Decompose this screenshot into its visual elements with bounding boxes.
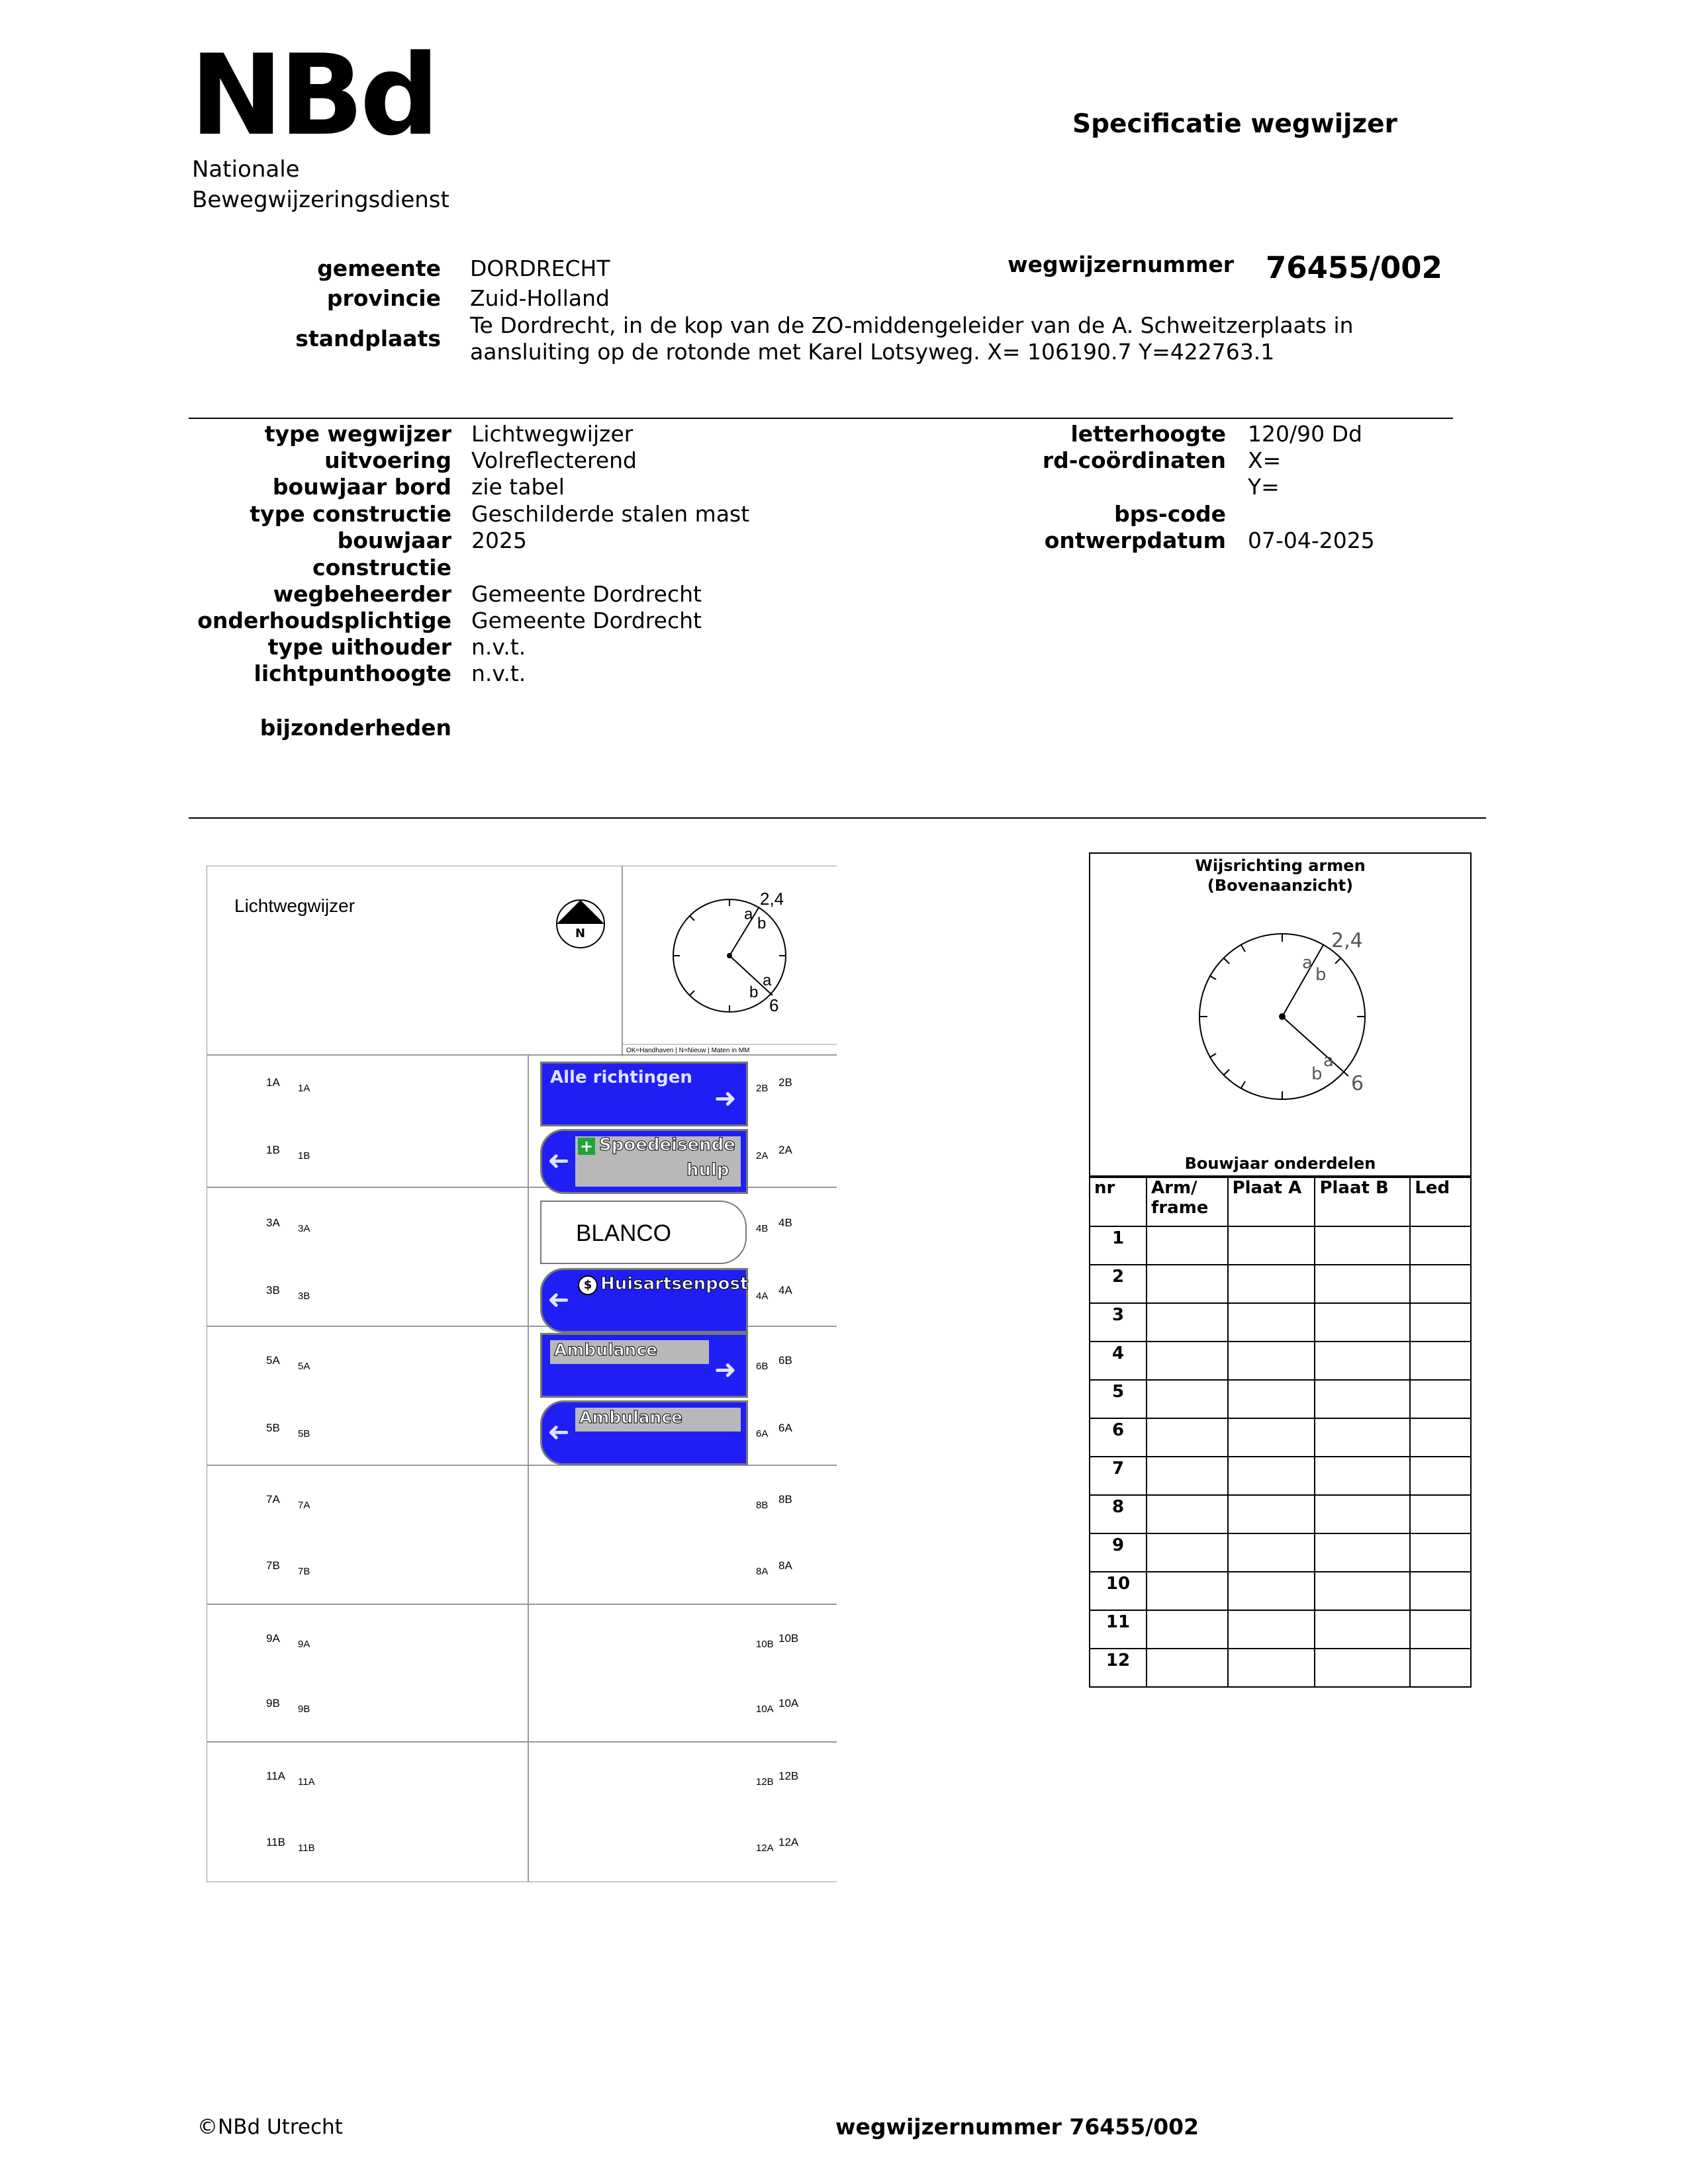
rd-y: Y= [1248, 474, 1280, 500]
bouwjaar-cell [1147, 1265, 1228, 1303]
bouwjaar-cell [1410, 1533, 1471, 1572]
wegwijzernummer-value: 76455/002 [1266, 250, 1442, 285]
small-clock-a-bottom: a [763, 972, 772, 989]
left-code-b: 9A [298, 1639, 310, 1650]
arrow-left-icon: ➜ [547, 1417, 570, 1447]
sign-ambulance-right-text: Ambulance [554, 1340, 658, 1359]
bouwjaar-header-row [1090, 1176, 1471, 1226]
bouwjaar-cell [1228, 1533, 1315, 1572]
left-code-a: 1A [266, 1076, 280, 1089]
left-code-b: 9B [298, 1704, 310, 1715]
bouwjaar-cell [1228, 1380, 1315, 1418]
spec-label-8: type uithouder [267, 634, 451, 660]
bouwjaar-header-cell: Led [1410, 1176, 1471, 1226]
spec-label-4: bouwjaar [337, 527, 451, 553]
rd-x: X= [1248, 447, 1282, 473]
drawing-legend: OK=Handhaven | N=Nieuw | Maten in MM [626, 1047, 750, 1054]
bouwjaar-title: Bouwjaar onderdelen [1184, 1154, 1376, 1173]
right-code-a: 8A [756, 1566, 769, 1577]
spec-value-9: n.v.t. [471, 660, 526, 686]
standplaats-line2: aansluiting op de rotonde met Karel Lotsyweg. X= 106190.7 Y=422763.1 [470, 339, 1275, 365]
bouwjaar-cell [1147, 1380, 1228, 1418]
right-code-b: 8A [778, 1559, 792, 1572]
right-code-a: 10A [756, 1704, 774, 1715]
sign-blanco-text: BLANCO [576, 1220, 671, 1246]
spec-value-1: Volreflecterend [471, 447, 637, 473]
wijsrichting-b-top: b [1315, 965, 1327, 985]
spec-value-0: Lichtwegwijzer [471, 421, 633, 447]
sign-blanco [540, 1201, 747, 1264]
right-code-a: 12B [756, 1776, 774, 1788]
bouwjaar-row-nr: 4 [1090, 1342, 1147, 1380]
bouwjaar-cell [1147, 1342, 1228, 1380]
arrow-left-icon: ➜ [547, 1285, 570, 1315]
bouwjaar-cell [1147, 1457, 1228, 1495]
sign-alle-richtingen [540, 1062, 748, 1126]
bouwjaar-row [1090, 1342, 1471, 1380]
bouwjaar-cell [1315, 1303, 1410, 1342]
right-code-b: 4A [778, 1284, 792, 1297]
nbd-logo: NBd [190, 30, 436, 160]
bouwjaar-cell [1315, 1418, 1410, 1457]
left-code-b: 3A [298, 1223, 310, 1234]
left-code-a: 11B [266, 1836, 285, 1848]
small-clock-b-bottom: b [749, 983, 759, 1001]
bouwjaar-cell [1410, 1265, 1471, 1303]
bouwjaar-cell [1228, 1342, 1315, 1380]
bouwjaar-cell [1315, 1265, 1410, 1303]
left-code-b: 7B [298, 1566, 310, 1577]
bouwjaar-cell [1228, 1226, 1315, 1265]
spec-value-3: Geschilderde stalen mast [471, 501, 750, 527]
bouwjaar-cell [1315, 1495, 1410, 1533]
sign-drawing [207, 866, 837, 1882]
bouwjaar-row [1090, 1418, 1471, 1457]
left-code-b: 11B [298, 1843, 315, 1854]
bouwjaar-row-nr: 2 [1090, 1265, 1147, 1303]
bouwjaar-cell [1147, 1495, 1228, 1533]
right-code-b: 10A [778, 1697, 799, 1709]
right-code-a: 2A [756, 1150, 769, 1161]
wijsrichting-top-label: 2,4 [1331, 929, 1363, 952]
bouwjaar-cell [1410, 1649, 1471, 1687]
gemeente-label: gemeente [317, 255, 441, 281]
right-code-a: 10B [756, 1639, 774, 1650]
bouwjaar-cell [1410, 1572, 1471, 1610]
wijsrichting-title1: Wijsrichting armen [1195, 856, 1366, 875]
bouwjaar-cell [1147, 1610, 1228, 1649]
sign-huisartsenpost-text: Huisartsenpost [600, 1274, 749, 1294]
sign-spoedeisende-hulp [540, 1129, 748, 1194]
left-code-a: 7A [266, 1493, 280, 1506]
divider-bottom [189, 817, 1486, 819]
wijsrichting-a-top: a [1302, 953, 1313, 973]
small-clock-b-top: b [757, 915, 767, 933]
left-code-a: 1B [266, 1144, 280, 1156]
spec-value-8: n.v.t. [471, 634, 526, 660]
right-code-a: 6A [756, 1428, 769, 1439]
left-code-b: 1B [298, 1150, 310, 1161]
bouwjaar-cell [1147, 1572, 1228, 1610]
bouwjaar-header-cell: Plaat B [1315, 1176, 1410, 1226]
huisarts-icon: $ [578, 1275, 598, 1295]
spec-label-1: uitvoering [324, 447, 451, 473]
bouwjaar-cell [1315, 1380, 1410, 1418]
bouwjaar-cell [1410, 1418, 1471, 1457]
wijsrichting-box [1089, 852, 1472, 1178]
small-clock-bottom-label: 6 [769, 995, 779, 1015]
bouwjaar-cell [1147, 1226, 1228, 1265]
bouwjaar-cell [1410, 1380, 1471, 1418]
wijsrichting-bottom-label: 6 [1351, 1072, 1364, 1095]
spec-label-6: wegbeheerder [273, 581, 451, 607]
left-code-a: 3B [266, 1284, 280, 1297]
sign-ambulance-left-text: Ambulance [579, 1408, 683, 1427]
bouwjaar-row [1090, 1265, 1471, 1303]
bouwjaar-cell [1315, 1533, 1410, 1572]
sign-spoedeisende-text: Spoedeisende [599, 1135, 735, 1155]
provincie-label: provincie [326, 285, 441, 311]
bouwjaar-row [1090, 1495, 1471, 1533]
bouwjaar-cell [1410, 1610, 1471, 1649]
arrow-right-icon: ➜ [714, 1083, 737, 1114]
bouwjaar-cell [1315, 1226, 1410, 1265]
north-label: N [575, 927, 586, 940]
bouwjaar-cell [1228, 1265, 1315, 1303]
sign-huisartsenpost [540, 1268, 748, 1333]
left-code-a: 11A [266, 1770, 285, 1782]
small-clock-a-top: a [744, 905, 753, 923]
bouwjaar-cell [1228, 1572, 1315, 1610]
bouwjaar-cell [1410, 1303, 1471, 1342]
bouwjaar-row-nr: 6 [1090, 1418, 1147, 1457]
left-code-b: 7A [298, 1500, 310, 1511]
drawing-title: Lichtwegwijzer [234, 895, 355, 916]
left-code-a: 9A [266, 1632, 280, 1645]
left-code-b: 5B [298, 1428, 310, 1439]
bouwjaar-cell [1410, 1457, 1471, 1495]
bouwjaar-cell [1315, 1457, 1410, 1495]
left-code-b: 11A [298, 1776, 315, 1788]
small-clock-top-label: 2,4 [760, 889, 784, 909]
bouwjaar-table [1089, 1175, 1472, 1688]
bouwjaar-row-nr: 5 [1090, 1380, 1147, 1418]
bouwjaar-header-cell: Arm/ frame [1147, 1176, 1228, 1226]
spec-label-5: constructie [312, 555, 451, 580]
spec-label-3: type constructie [250, 501, 451, 527]
bouwjaar-row-nr: 3 [1090, 1303, 1147, 1342]
bouwjaar-cell [1228, 1610, 1315, 1649]
bouwjaar-row [1090, 1533, 1471, 1572]
sign-ambulance-left [540, 1400, 748, 1465]
left-code-a: 5A [266, 1354, 280, 1367]
bouwjaar-cell [1410, 1342, 1471, 1380]
spec-label-9: lichtpunthoogte [254, 660, 451, 686]
right-code-b: 2B [778, 1076, 792, 1089]
bouwjaar-cell [1147, 1303, 1228, 1342]
bouwjaar-cell [1315, 1610, 1410, 1649]
bouwjaar-cell [1228, 1495, 1315, 1533]
spec-label-0: type wegwijzer [264, 421, 451, 447]
logo-line2: Bewegwijzeringsdienst [192, 187, 449, 213]
left-code-a: 3A [266, 1216, 280, 1229]
sign-hulp-text: hulp [686, 1160, 729, 1180]
right-code-a: 12A [756, 1843, 774, 1854]
bouwjaar-row-nr: 9 [1090, 1533, 1147, 1572]
right-code-a: 6B [756, 1361, 769, 1372]
arrow-left-icon: ➜ [547, 1146, 570, 1176]
right-code-b: 12B [778, 1770, 799, 1782]
spec-value-4: 2025 [471, 527, 527, 553]
wegwijzernummer-label: wegwijzernummer [1008, 251, 1234, 277]
arrow-right-icon: ➜ [714, 1355, 737, 1385]
right-code-b: 2A [778, 1144, 792, 1156]
bouwjaar-cell [1315, 1572, 1410, 1610]
right-code-a: 2B [756, 1083, 769, 1094]
bps-label: bps-code [1114, 501, 1226, 527]
bouwjaar-row-nr: 1 [1090, 1226, 1147, 1265]
bouwjaar-cell [1228, 1418, 1315, 1457]
ontwerpdatum-value: 07-04-2025 [1248, 527, 1375, 553]
letterhoogte-value: 120/90 Dd [1248, 421, 1362, 447]
bouwjaar-row [1090, 1610, 1471, 1649]
document-title: Specificatie wegwijzer [1072, 109, 1397, 139]
medical-cross-icon: + [578, 1138, 595, 1155]
sign-alle-richtingen-text: Alle richtingen [550, 1068, 692, 1087]
left-code-a: 5B [266, 1422, 280, 1434]
gemeente-value: DORDRECHT [470, 255, 610, 281]
spec-value-6: Gemeente Dordrecht [471, 581, 702, 607]
bouwjaar-row-nr: 12 [1090, 1649, 1147, 1687]
divider-top [189, 418, 1453, 419]
spec-value-2: zie tabel [471, 474, 565, 500]
right-code-b: 4B [778, 1216, 792, 1229]
left-code-b: 5A [298, 1361, 310, 1372]
standplaats-label: standplaats [295, 326, 441, 351]
bouwjaar-cell [1147, 1418, 1228, 1457]
bouwjaar-row-nr: 7 [1090, 1457, 1147, 1495]
bouwjaar-cell [1410, 1226, 1471, 1265]
spec-label-7: onderhoudsplichtige [197, 608, 451, 633]
bouwjaar-row [1090, 1572, 1471, 1610]
bouwjaar-cell [1315, 1342, 1410, 1380]
bijzonderheden-label: bijzonderheden [259, 715, 451, 741]
bouwjaar-row-nr: 8 [1090, 1495, 1147, 1533]
bouwjaar-row [1090, 1303, 1471, 1342]
footer-center: wegwijzernummer 76455/002 [835, 2114, 1199, 2140]
bouwjaar-cell [1410, 1495, 1471, 1533]
right-code-b: 8B [778, 1493, 792, 1506]
wijsrichting-a-bottom: a [1323, 1051, 1334, 1071]
left-code-b: 1A [298, 1083, 310, 1094]
right-code-b: 10B [778, 1632, 799, 1645]
letterhoogte-label: letterhoogte [1070, 421, 1226, 447]
bouwjaar-cell [1147, 1649, 1228, 1687]
bouwjaar-header-cell: Plaat A [1228, 1176, 1315, 1226]
ontwerpdatum-label: ontwerpdatum [1044, 527, 1226, 553]
spec-value-7: Gemeente Dordrecht [471, 608, 702, 633]
footer-left: ©NBd Utrecht [197, 2115, 343, 2139]
right-code-a: 8B [756, 1500, 769, 1511]
provincie-value: Zuid-Holland [470, 285, 610, 311]
bouwjaar-cell [1315, 1649, 1410, 1687]
bouwjaar-header-cell: nr [1090, 1176, 1147, 1226]
wijsrichting-b-bottom: b [1311, 1064, 1323, 1084]
bouwjaar-row-nr: 10 [1090, 1572, 1147, 1610]
left-code-b: 3B [298, 1291, 310, 1302]
bouwjaar-cell [1147, 1533, 1228, 1572]
bouwjaar-row [1090, 1649, 1471, 1687]
wijsrichting-clock-icon [1090, 893, 1470, 1171]
right-code-b: 6B [778, 1354, 792, 1367]
bouwjaar-row [1090, 1380, 1471, 1418]
bouwjaar-cell [1228, 1649, 1315, 1687]
right-code-a: 4B [756, 1223, 769, 1234]
standplaats-line1: Te Dordrecht, in de kop van de ZO-middengeleider van de A. Schweitzerplaats in [470, 312, 1354, 338]
bouwjaar-row [1090, 1457, 1471, 1495]
left-code-a: 7B [266, 1559, 280, 1572]
spec-label-2: bouwjaar bord [272, 474, 451, 500]
bouwjaar-row-nr: 11 [1090, 1610, 1147, 1649]
rd-label: rd-coördinaten [1042, 447, 1226, 473]
left-code-a: 9B [266, 1697, 280, 1709]
wijsrichting-title2: (Bovenaanzicht) [1207, 876, 1354, 895]
right-code-a: 4A [756, 1291, 769, 1302]
bouwjaar-row [1090, 1226, 1471, 1265]
right-code-b: 6A [778, 1422, 792, 1434]
logo-line1: Nationale [192, 156, 300, 183]
bouwjaar-cell [1228, 1303, 1315, 1342]
right-code-b: 12A [778, 1836, 799, 1848]
sign-ambulance-right [540, 1333, 748, 1398]
bouwjaar-cell [1228, 1457, 1315, 1495]
